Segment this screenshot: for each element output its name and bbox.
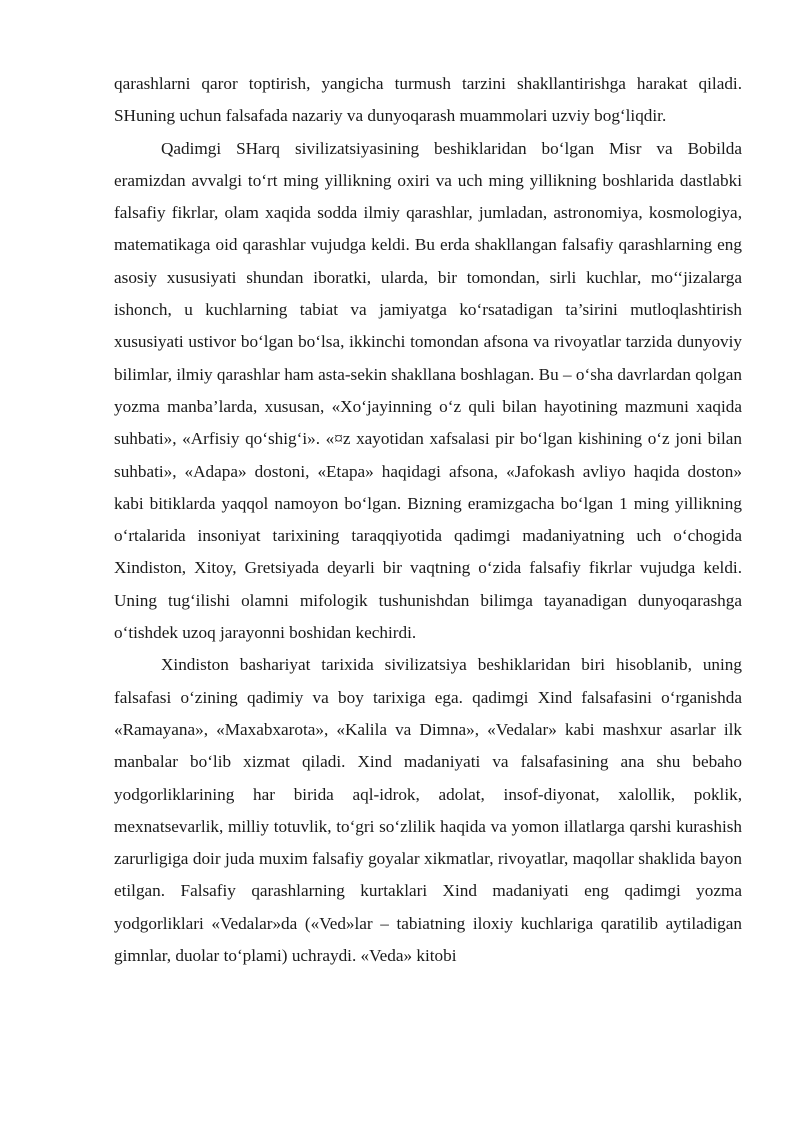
paragraph-2: Qadimgi SHarq sivilizatsiyasining beshiklaridan bo‘lgan Misr va Bobilda eramizdan avvalgi to‘rt ming yillikning oxiri va uch ming yillikning boshlarida dastlabki falsafiy fikrlar, olam xaqida sodda ilmiy qarashlar, jumladan, astronomiya, kosmologiya, matematikaga oid qarashlar vujudga keldi. Bu erda shakllangan falsafiy qarashlarning eng asosiy xususiyati shundan iboratki, ularda, bir tomondan, sirli kuchlar, mo‘‘jizalarga ishonch, u kuchlarning tabiat va jamiyatga ko‘rsatadigan ta’sirini mutloqlashtirish xususiyati ustivor bo‘lgan bo‘lsa, ikkinchi tomondan afsona va rivoyatlar tarzida dunyoviy bilimlar, ilmiy qarashlar ham asta-sekin shakllana boshlagan. Bu – o‘sha davrlardan qolgan yozma manba’larda, xususan, «Xo‘jayinning o‘z quli bilan hayotining mazmuni xaqida suhbati», «Arfisiy qo‘shig‘i». «¤z xayotidan xafsalasi pir bo‘lgan kishining o‘z joni bilan suhbati», «Adapa» dostoni, «Etapa» haqidagi afsona, «Jafokash avliyo haqida doston» kabi bitiklarda yaqqol namoyon bo‘lgan. Bizning eramizgacha bo‘lgan 1 ming yillikning o‘rtalarida insoniyat tarixining taraqqiyotida qadimgi madaniyatning uch o‘chogida Xindiston, Xitoy, Gretsiyada deyarli bir vaqtning o‘zida falsafiy fikrlar vujudga keldi. Uning tug‘ilishi olamni mifologik tushunishdan bilimga tayanadigan dunyoqarashga o‘tishdek uzoq jarayonni boshidan kechirdi. [114,138,742,643]
document-page [114,68,742,972]
paragraph-3: Xindiston bashariyat tarixida sivilizatsiya beshiklaridan biri hisoblanib, uning falsafasi o‘zining qadimiy va boy tarixiga ega. qadimgi Xind falsafasini o‘rganishda «Ramayana», «Maxabxarota», «Kalila va Dimna», «Vedalar» kabi mashxur asarlar ilk manbalar bo‘lib xizmat qiladi. Xind madaniyati va falsafasining ana shu bebaho yodgorliklarining har birida aql-idrok, adolat, insof-diyonat, xalollik, poklik, mexnatsevarlik, milliy totuvlik, to‘gri so‘zlilik haqida va yomon illatlarga qarshi kurashish zarurligiga doir juda muxim falsafiy goyalar xikmatlar, rivoyatlar, maqollar shaklida bayon etilgan. Falsafiy qarashlarning kurtaklari Xind madaniyati eng qadimgi yozma yodgorliklari «Vedalar»da («Ved»lar – tabiatning iloxiy kuchlariga qaratilib aytiladigan gimnlar, duolar to‘plami) uchraydi. «Veda» kitobi [114,655,742,966]
paragraph-1: qarashlarni qaror toptirish, yangicha turmush tarzini shakllantirishga harakat qiladi. SHuning uchun falsafada nazariy va dunyoqarash muammolari uzviy bog‘liqdir. [114,74,742,126]
